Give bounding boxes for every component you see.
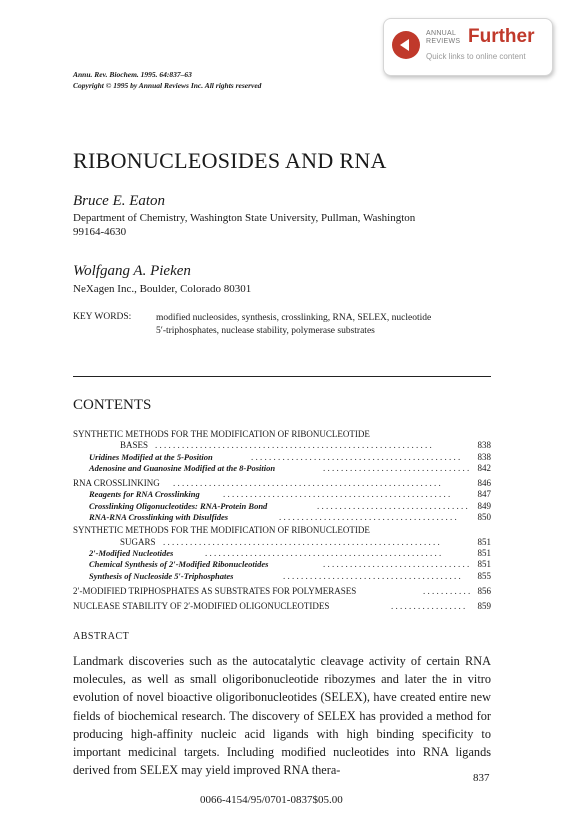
toc-label: SYNTHETIC METHODS FOR THE MODIFICATION OF RIBONUCLEOTIDE	[73, 429, 370, 439]
badge-tagline: Quick links to online content	[426, 52, 526, 61]
abstract-heading: ABSTRACT	[73, 631, 130, 642]
article-title: RIBONUCLEOSIDES AND RNA	[73, 148, 387, 173]
badge-reviews-text: REVIEWS	[426, 38, 461, 45]
toc-row[interactable]: 2′-Modified Nucleotides . . . . . . . . . . . . . . . . . . . . . . . . . . . . . . . . . . . . . . . . . . . . . . . . . . . . . 851	[89, 547, 491, 558]
toc-row[interactable]: Uridines Modified at the 5-Position . . . . . . . . . . . . . . . . . . . . . . . . . . . . . . . . . . . . . . . . . . . . . . . 838	[89, 451, 491, 462]
toc-page: 856	[477, 585, 491, 596]
toc-row[interactable]	[73, 525, 491, 536]
toc-page: 859	[477, 601, 491, 612]
toc-row[interactable]: RNA-RNA Crosslinking with Disulfides . . . . . . . . . . . . . . . . . . . . . . . . . . . . . . . . . . . . . . . . 850	[89, 512, 491, 523]
further-badge[interactable]	[383, 18, 553, 76]
toc-label: NUCLEASE STABILITY OF 2′-MODIFIED OLIGONUCLEOTIDES	[73, 601, 330, 612]
keywords-line: 5′-triphosphates, nuclease stability, polymerase substrates	[156, 326, 375, 336]
toc-row[interactable]: Reagents for RNA Crosslinking . . . . . . . . . . . . . . . . . . . . . . . . . . . . . . . . . . . . . . . . . . . . . . . . . . . 847	[89, 489, 491, 500]
badge-annual-text: ANNUAL	[426, 30, 457, 37]
toc-row[interactable]: Chemical Synthesis of 2′-Modified Ribonucleotides . . . . . . . . . . . . . . . . . . . . . . . . . . . . . . . . . 851	[89, 559, 491, 570]
author-name: Bruce E. Eaton	[73, 193, 166, 209]
back-arrow-icon	[392, 31, 420, 59]
toc-page: 842	[477, 462, 491, 473]
section-divider	[73, 376, 491, 377]
abstract-text: Landmark discoveries such as the autocatalytic cleavage activity of certain RNA molecules, as well as small oligoribonucleotide ribozymes and later the in vitro evolution of novel bioactive oligoribonucleotides (SELEX), have created entire new fields of biochemical research. The discovery of SELEX has provided a method for producing high-affinity nucleic acid ligands with high binding specificity to important medicinal targets. Including modified nucleotides into RNA ligands derived from SELEX may yield improved RNA thera-	[73, 654, 491, 778]
toc-label: Uridines Modified at the 5-Position	[89, 451, 213, 462]
toc-label: 2′-MODIFIED TRIPHOSPHATES AS SUBSTRATES FOR POLYMERASES	[73, 585, 357, 596]
toc-label: RNA CROSSLINKING	[73, 478, 160, 489]
toc-label: 2′-Modified Nucleotides	[89, 547, 174, 558]
toc-row[interactable]: Synthesis of Nucleoside 5′-Triphosphates . . . . . . . . . . . . . . . . . . . . . . . . . . . . . . . . . . . . . . . . 855	[89, 570, 491, 581]
toc-row[interactable]: Adenosine and Guanosine Modified at the 8-Position . . . . . . . . . . . . . . . . . . . . . . . . . . . . . . . . . 842	[89, 462, 491, 473]
toc-page: 849	[477, 500, 491, 511]
page-number: 837	[473, 772, 490, 784]
author-name: Wolfgang A. Pieken	[73, 263, 191, 279]
toc-row[interactable]: 2′-MODIFIED TRIPHOSPHATES AS SUBSTRATES FOR POLYMERASES . . . . . . . . . . . 856	[73, 585, 491, 596]
toc-page: 847	[477, 489, 491, 500]
toc-page: 851	[477, 536, 491, 547]
toc-page: 846	[477, 478, 491, 489]
toc-label: Synthesis of Nucleoside 5′-Triphosphates	[89, 570, 234, 581]
author-affiliation-zip: 99164-4630	[73, 226, 127, 238]
toc-label: SUGARS	[120, 536, 156, 547]
toc-label: BASES	[120, 440, 149, 451]
badge-publisher	[426, 30, 460, 46]
toc-label: Chemical Synthesis of 2′-Modified Ribonucleotides	[89, 559, 269, 570]
toc-label: RNA-RNA Crosslinking with Disulfides	[89, 512, 229, 523]
keywords-line: modified nucleosides, synthesis, crosslinking, RNA, SELEX, nucleotide	[156, 313, 432, 323]
toc-row[interactable]: NUCLEASE STABILITY OF 2′-MODIFIED OLIGONUCLEOTIDES . . . . . . . . . . . . . . . . . 859	[73, 601, 491, 612]
toc-row[interactable]	[73, 429, 491, 440]
toc-row[interactable]: SUGARS . . . . . . . . . . . . . . . . . . . . . . . . . . . . . . . . . . . . . . . . . . . . . . . . . . . . . . . . . . . . . . 851	[120, 536, 491, 547]
toc-page: 851	[477, 559, 491, 570]
toc-row[interactable]: Crosslinking Oligonucleotides: RNA-Protein Bond . . . . . . . . . . . . . . . . . . . . . . . . . . . . . . . . . . 849	[89, 500, 491, 511]
toc-page: 855	[477, 570, 491, 581]
toc-page: 850	[477, 512, 491, 523]
journal-citation: Annu. Rev. Biochem. 1995. 64:837–63	[73, 70, 192, 79]
toc-label: Reagents for RNA Crosslinking	[89, 489, 200, 500]
toc-page: 851	[477, 547, 491, 558]
table-of-contents	[73, 429, 491, 612]
toc-row[interactable]: RNA CROSSLINKING . . . . . . . . . . . . . . . . . . . . . . . . . . . . . . . . . . . . . . . . . . . . . . . . . . . . . . . . . . . . 846	[73, 478, 491, 489]
footer-code: 0066-4154/95/0701-0837$05.00	[200, 794, 343, 806]
journal-copyright: Copyright © 1995 by Annual Reviews Inc. All rights reserved	[73, 81, 262, 90]
keywords-text	[156, 312, 486, 338]
toc-label: SYNTHETIC METHODS FOR THE MODIFICATION OF RIBONUCLEOTIDE	[73, 525, 370, 536]
toc-page: 838	[477, 440, 491, 451]
toc-page: 838	[477, 451, 491, 462]
contents-heading: CONTENTS	[73, 397, 152, 413]
toc-label: Crosslinking Oligonucleotides: RNA-Protein Bond	[89, 500, 268, 511]
toc-label: Adenosine and Guanosine Modified at the 8-Position	[89, 462, 276, 473]
author-affiliation: Department of Chemistry, Washington State University, Pullman, Washington	[73, 212, 416, 224]
author-affiliation: NeXagen Inc., Boulder, Colorado 80301	[73, 283, 252, 295]
keywords-label: KEY WORDS:	[73, 312, 132, 322]
toc-row[interactable]: BASES . . . . . . . . . . . . . . . . . . . . . . . . . . . . . . . . . . . . . . . . . . . . . . . . . . . . . . . . . . . . . . 838	[120, 440, 491, 451]
badge-further-text: Further	[468, 26, 535, 47]
